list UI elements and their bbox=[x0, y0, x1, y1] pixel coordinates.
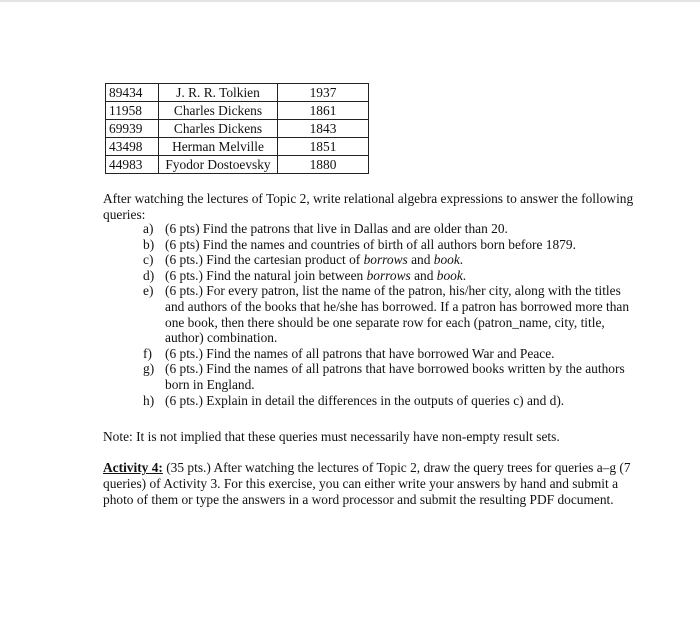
query-item bbox=[143, 268, 643, 284]
books-table bbox=[105, 83, 369, 174]
query-label: h) bbox=[143, 392, 155, 408]
author-cell: Charles Dickens bbox=[159, 120, 278, 138]
book-id-cell: 69939 bbox=[106, 120, 159, 138]
query-item bbox=[143, 252, 643, 268]
top-border bbox=[0, 0, 700, 2]
query-label: f) bbox=[143, 345, 152, 361]
query-text-part: and bbox=[410, 267, 437, 283]
book-id-cell: 43498 bbox=[106, 138, 159, 156]
query-label: a) bbox=[143, 221, 154, 236]
query-item bbox=[143, 361, 643, 392]
table-row bbox=[106, 156, 369, 174]
author-cell: Charles Dickens bbox=[159, 102, 278, 120]
book-id-cell: 89434 bbox=[106, 84, 159, 102]
query-text-part: and bbox=[407, 252, 434, 268]
year-cell: 1937 bbox=[278, 84, 369, 102]
intro-paragraph: After watching the lectures of Topic 2, write relational algebra expressions to answer the following queries: bbox=[103, 191, 634, 222]
year-cell: 1851 bbox=[278, 138, 369, 156]
query-text-part: (6 pts.) Find the cartesian product of bbox=[165, 252, 364, 268]
query-item bbox=[143, 221, 643, 237]
query-relation-name: borrows bbox=[366, 267, 411, 283]
table-row bbox=[106, 138, 369, 156]
activity-4-body: (35 pts.) After watching the lectures of Topic 2, draw the query trees for queries a–g (7 queries) of Activity 3. For this exercise, you can either write your answers by hand and submit a photo of them or type the answers in a word processor and submit the resulting PDF document. bbox=[103, 460, 631, 507]
query-text-part: . bbox=[459, 252, 464, 268]
year-cell: 1861 bbox=[278, 102, 369, 120]
table-row bbox=[106, 84, 369, 102]
query-text: (6 pts) Find the names and countries of birth of all authors born before 1879. bbox=[165, 236, 576, 252]
query-label: e) bbox=[143, 283, 154, 299]
books-table-body bbox=[106, 84, 369, 174]
query-item bbox=[143, 393, 643, 409]
table-row bbox=[106, 120, 369, 138]
query-item bbox=[143, 237, 643, 253]
author-cell: J. R. R. Tolkien bbox=[159, 84, 278, 102]
query-relation-name: borrows bbox=[363, 252, 408, 268]
query-list bbox=[143, 221, 643, 408]
query-label: c) bbox=[143, 252, 154, 268]
query-text bbox=[165, 252, 463, 267]
query-text: (6 pts.) Find the names of all patrons that have borrowed books written by the authors born in England. bbox=[165, 361, 625, 392]
book-id-cell: 11958 bbox=[106, 102, 159, 120]
query-text: (6 pts.) Explain in detail the differences in the outputs of queries c) and d). bbox=[165, 392, 565, 408]
query-text bbox=[165, 268, 466, 283]
activity-4-title: Activity 4: bbox=[103, 460, 163, 475]
query-relation-name: book bbox=[433, 252, 460, 268]
query-relation-name: book bbox=[436, 267, 463, 283]
query-text: (6 pts.) For every patron, list the name of the patron, his/her city, along with the titles and authors of the books that he/she has borrowed. If a patron has borrowed more than one book, then there should be one separate row for each (patron_name, city, title, author) combination. bbox=[165, 283, 630, 346]
query-text: (6 pts) Find the patrons that live in Dallas and are older than 20. bbox=[165, 221, 508, 236]
query-label: g) bbox=[143, 361, 155, 377]
author-cell: Fyodor Dostoevsky bbox=[159, 156, 278, 174]
year-cell: 1880 bbox=[278, 156, 369, 174]
query-label: d) bbox=[143, 267, 155, 283]
query-label: b) bbox=[143, 236, 155, 252]
year-cell: 1843 bbox=[278, 120, 369, 138]
activity-4-paragraph bbox=[103, 460, 643, 508]
book-id-cell: 44983 bbox=[106, 156, 159, 174]
table-row bbox=[106, 102, 369, 120]
query-item bbox=[143, 283, 643, 345]
query-text-part: (6 pts.) Find the natural join between bbox=[165, 267, 367, 283]
query-text: (6 pts.) Find the names of all patrons that have borrowed War and Peace. bbox=[165, 345, 555, 361]
query-text-part: . bbox=[462, 267, 467, 283]
note-paragraph: Note: It is not implied that these queries must necessarily have non-empty result sets. bbox=[103, 429, 560, 444]
author-cell: Herman Melville bbox=[159, 138, 278, 156]
query-item bbox=[143, 346, 643, 362]
